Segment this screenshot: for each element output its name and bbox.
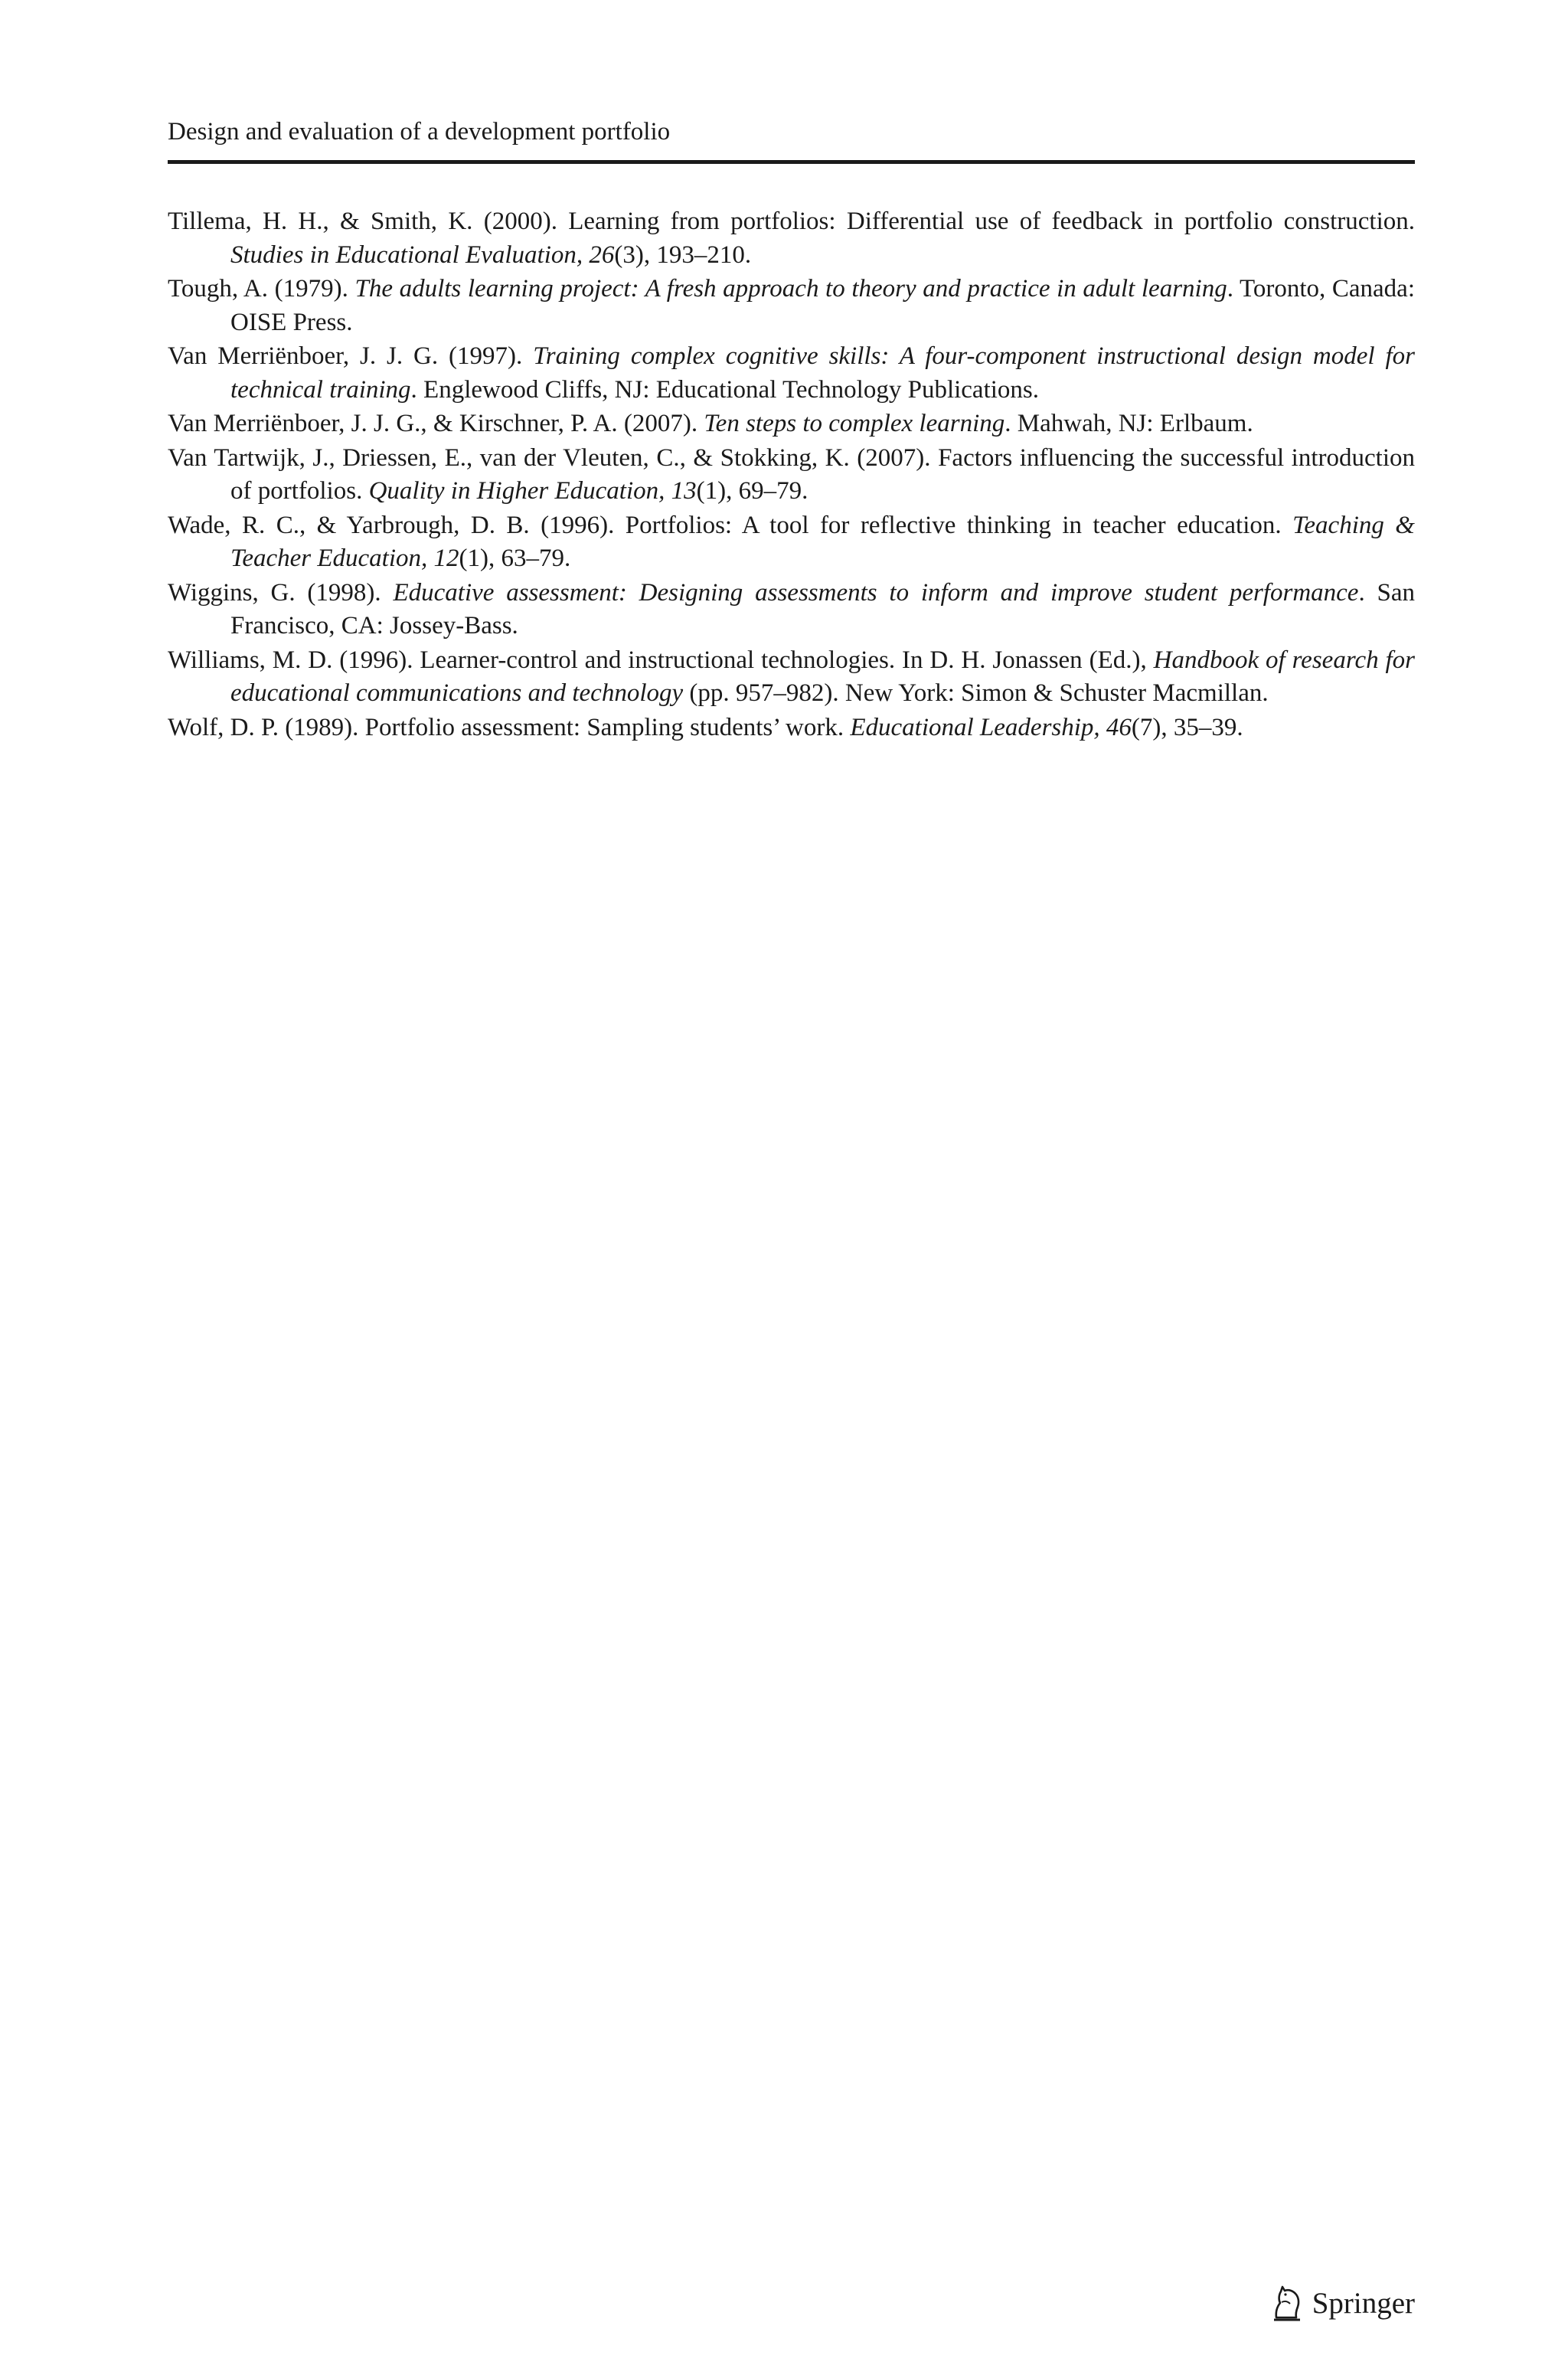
reference-entry	[168, 407, 1415, 441]
reference-entry	[168, 509, 1415, 576]
header-rule	[168, 160, 1415, 164]
running-head: Design and evaluation of a development portfolio	[168, 118, 671, 146]
reference-text: (1), 63–79.	[459, 545, 571, 572]
springer-horse-icon	[1269, 2284, 1305, 2324]
reference-text: (1), 69–79.	[696, 477, 808, 505]
reference-text: Tough, A. (1979).	[168, 275, 355, 303]
reference-italic-text: Ten steps to complex learning	[704, 410, 1005, 437]
reference-entry	[168, 273, 1415, 339]
reference-text: . San Francisco, CA: Jossey-Bass.	[230, 578, 1416, 639]
reference-text: Wade, R. C., & Yarbrough, D. B. (1996). Portfolios: A tool for reflective thinking in teacher education.	[168, 511, 1293, 539]
reference-text: (pp. 957–982). New York: Simon & Schuster Macmillan.	[683, 679, 1269, 707]
reference-text: Wolf, D. P. (1989). Portfolio assessment: Sampling students’ work.	[168, 713, 851, 741]
reference-italic-text: Teaching & Teacher Education, 12	[230, 511, 1415, 572]
reference-text: . Englewood Cliffs, NJ: Educational Technology Publications.	[410, 375, 1040, 404]
publisher-mark	[1269, 2284, 1415, 2324]
reference-italic-text: Educative assessment: Designing assessments to inform and improve student performance	[393, 578, 1359, 607]
reference-text: Van Merriënboer, J. J. G. (1997).	[168, 342, 534, 370]
reference-text: . Mahwah, NJ: Erlbaum.	[1004, 410, 1253, 437]
reference-entry	[168, 711, 1415, 745]
reference-entry	[168, 577, 1415, 643]
reference-entry	[168, 644, 1415, 711]
reference-entry	[168, 340, 1415, 407]
reference-italic-text: The adults learning project: A fresh approach to theory and practice in adult learning	[354, 275, 1227, 303]
reference-text: (7), 35–39.	[1131, 713, 1243, 741]
reference-text: . Toronto, Canada: OISE Press.	[230, 275, 1415, 336]
reference-italic-text: Educational Leadership, 46	[850, 713, 1132, 741]
reference-italic-text: Quality in Higher Education, 13	[368, 477, 697, 505]
reference-text: (3), 193–210.	[614, 240, 752, 269]
reference-entry	[168, 442, 1415, 509]
publisher-name: Springer	[1312, 2287, 1415, 2320]
reference-text: Van Merriënboer, J. J. G., & Kirschner, P. A. (2007).	[168, 410, 704, 437]
reference-text: Tillema, H. H., & Smith, K. (2000). Learning from portfolios: Differential use of feedback in portfolio construction.	[168, 208, 1415, 235]
reference-italic-text: Handbook of research for educational communications and technology	[230, 646, 1415, 707]
reference-italic-text: Training complex cognitive skills: A four-component instructional design model for technical training	[230, 342, 1416, 404]
reference-list	[168, 205, 1415, 745]
reference-italic-text: Studies in Educational Evaluation, 26	[230, 240, 615, 269]
reference-text: Van Tartwijk, J., Driessen, E., van der Vleuten, C., & Stokking, K. (2007). Factors influencing the successful introduction of portfolios.	[168, 443, 1415, 505]
reference-entry	[168, 205, 1415, 272]
reference-text: Wiggins, G. (1998).	[168, 578, 394, 607]
reference-text: Williams, M. D. (1996). Learner-control and instructional technologies. In D. H. Jonassen (Ed.),	[168, 646, 1154, 674]
